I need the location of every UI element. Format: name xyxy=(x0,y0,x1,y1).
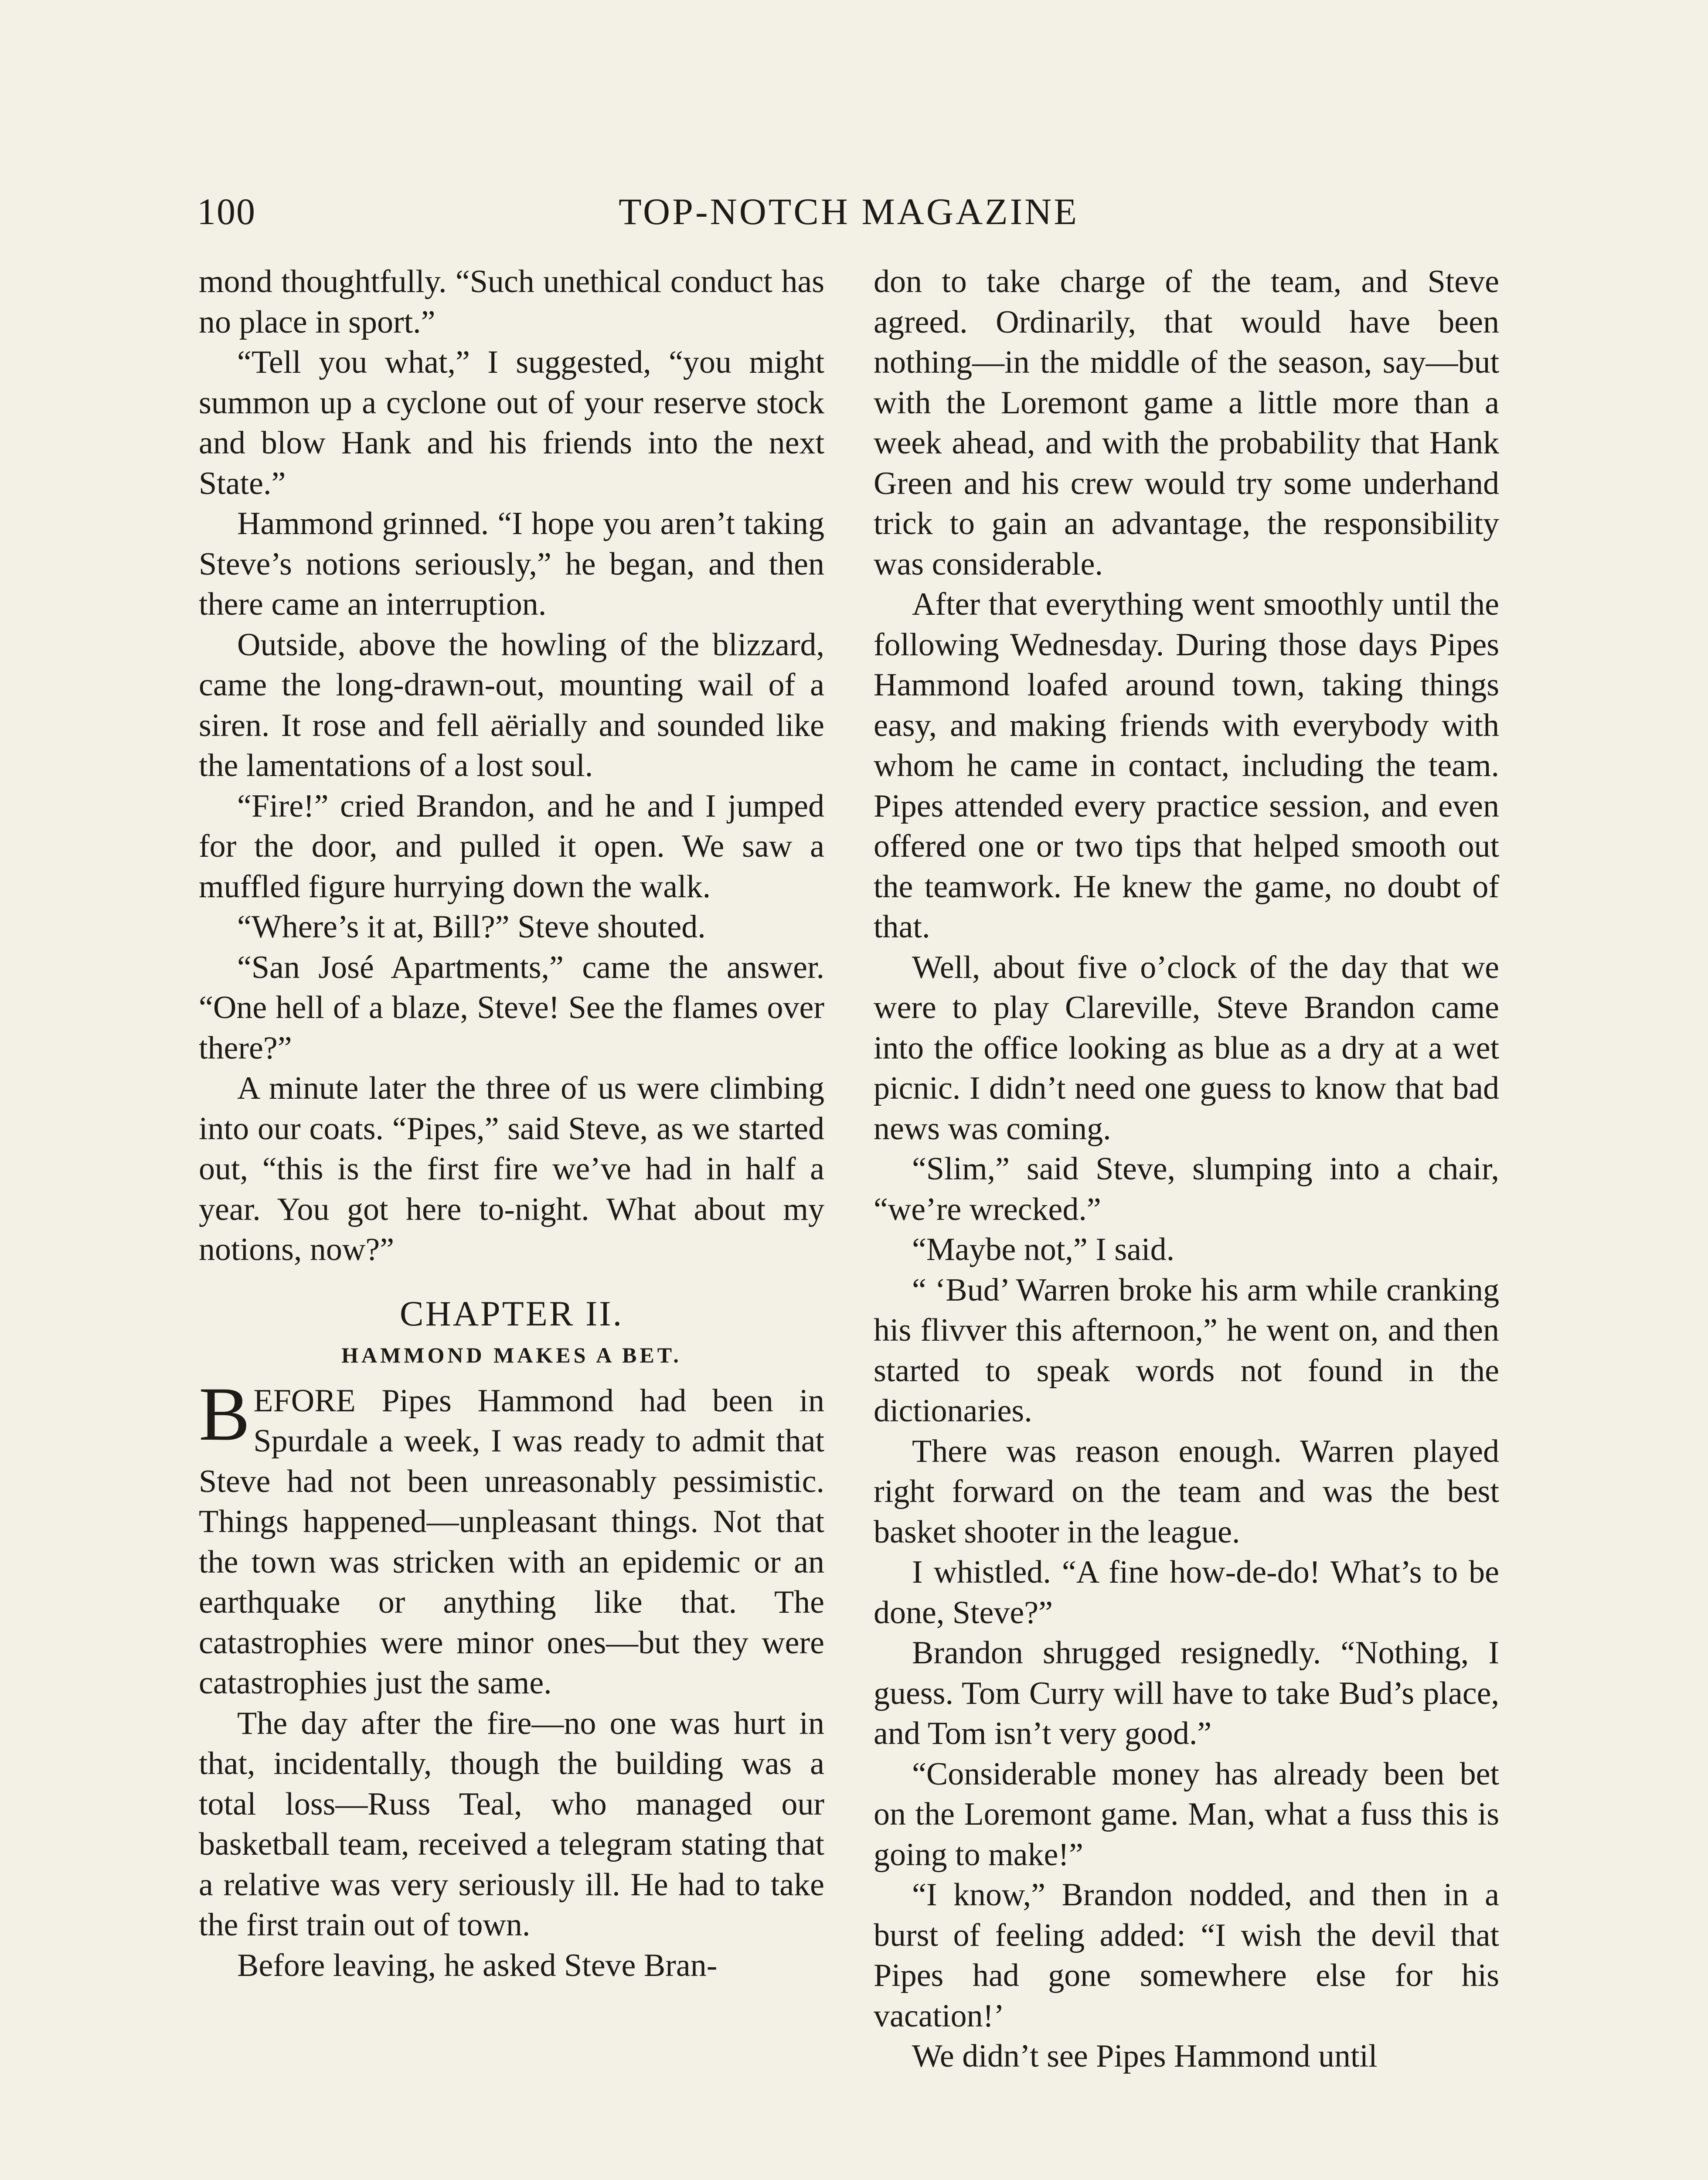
drop-cap: B xyxy=(199,1371,250,1457)
paragraph: Before leaving, he asked Steve Bran- xyxy=(237,1947,718,1983)
running-title: TOP-NOTCH MAGAZINE xyxy=(619,191,1079,232)
chapter-subtitle: HAMMOND MAKES A BET. xyxy=(341,1342,682,1367)
paragraph: After that everything went smoothly until the following Wednesday. During those days Pipes Hammond loafed around town, taking things easy, and making friends with everybody with whom he came in contact, including the team. Pipes attended every practice session, and even offered one or two tips that helped smooth out the teamwork. He knew the game, no doubt of that. xyxy=(874,586,1499,945)
paragraph: “Tell you what,” I suggested, “you might summon up a cyclone out of your reserve stock and blow Hank and his friends into the next State.” xyxy=(199,344,824,501)
opening-text: EFORE Pipes Hammond had been in Spurdale a week, I was ready to admit that Steve had not been unreasonably pessimistic. Things happened—unpleasant things. Not that the town was stricken with an epidemic or an earthquake or anything like that. The catastrophies were minor ones—but they were catastrophies just the same. xyxy=(199,1383,824,1701)
chapter-heading: CHAPTER II. xyxy=(399,1293,624,1333)
paragraph: Hammond grinned. “I hope you aren’t taking Steve’s notions seriously,” he began, and then there came an interruption. xyxy=(199,506,824,622)
paragraph: “I know,” Brandon nodded, and then in a burst of feeling added: “I wish the devil that Pipes had gone somewhere else for his vacation!’ xyxy=(874,1877,1499,2034)
paragraph: don to take charge of the team, and Steve agreed. Ordinarily, that would have been nothing—in the middle of the season, say—but with the Loremont game a little more than a week ahead, and with the probability that Hank Green and his crew would try some underhand trick to gain an advantage, the responsibility was considerable. xyxy=(874,264,1499,582)
paragraph: We didn’t see Pipes Hammond until xyxy=(912,2038,1378,2074)
paragraph: There was reason enough. Warren played right forward on the team and was the best basket shooter in the league. xyxy=(874,1433,1499,1550)
paragraph: “Maybe not,” I said. xyxy=(912,1232,1175,1267)
paragraph: “San José Apartments,” came the answer. “One hell of a blaze, Steve! See the flames over there?” xyxy=(199,949,824,1066)
paragraph: mond thoughtfully. “Such unethical conduct has no place in sport.” xyxy=(199,264,824,340)
paragraph: “Considerable money has already been bet on the Loremont game. Man, what a fuss this is going to make!” xyxy=(874,1756,1499,1873)
paragraph: Well, about five o’clock of the day that we were to play Clareville, Steve Brandon came into the office looking as blue as a dry at a wet picnic. I didn’t need one guess to know that bad news was coming. xyxy=(874,949,1499,1147)
paragraph: “Slim,” said Steve, slumping into a chair, “we’re wrecked.” xyxy=(874,1151,1499,1227)
paragraph: The day after the fire—no one was hurt in that, incidentally, though the building was a total loss—Russ Teal, who managed our basketball team, received a telegram stating that a relative was very seriously ill. He had to take the first train out of town. xyxy=(199,1705,824,1943)
page-header xyxy=(197,185,1500,238)
paragraph: I whistled. “A fine how-de-do! What’s to be done, Steve?” xyxy=(874,1554,1499,1631)
paragraph: Outside, above the howling of the blizzard, came the long-drawn-out, mounting wail of a siren. It rose and fell aërially and sounded like the lamentations of a lost soul. xyxy=(199,627,824,783)
paragraph: “ ‘Bud’ Warren broke his arm while cranking his flivver this afternoon,” he went on, and then started to speak words not found in the dictionaries. xyxy=(874,1272,1499,1429)
paragraph: A minute later the three of us were climbing into our coats. “Pipes,” said Steve, as we started out, “this is the first fire we’ve had in half a year. You got here to-night. What about my notions, now?” xyxy=(199,1070,824,1267)
left-column xyxy=(199,262,824,1986)
right-column xyxy=(874,262,1499,2077)
paragraph: “Fire!” cried Brandon, and he and I jumped for the door, and pulled it open. We saw a muffled figure hurrying down the walk. xyxy=(199,788,824,905)
paragraph: Brandon shrugged resignedly. “Nothing, I guess. Tom Curry will have to take Bud’s place, and Tom isn’t very good.” xyxy=(874,1635,1499,1751)
paragraph: “Where’s it at, Bill?” Steve shouted. xyxy=(237,909,706,945)
page-number: 100 xyxy=(197,191,256,232)
opening-paragraph xyxy=(199,1371,824,1703)
